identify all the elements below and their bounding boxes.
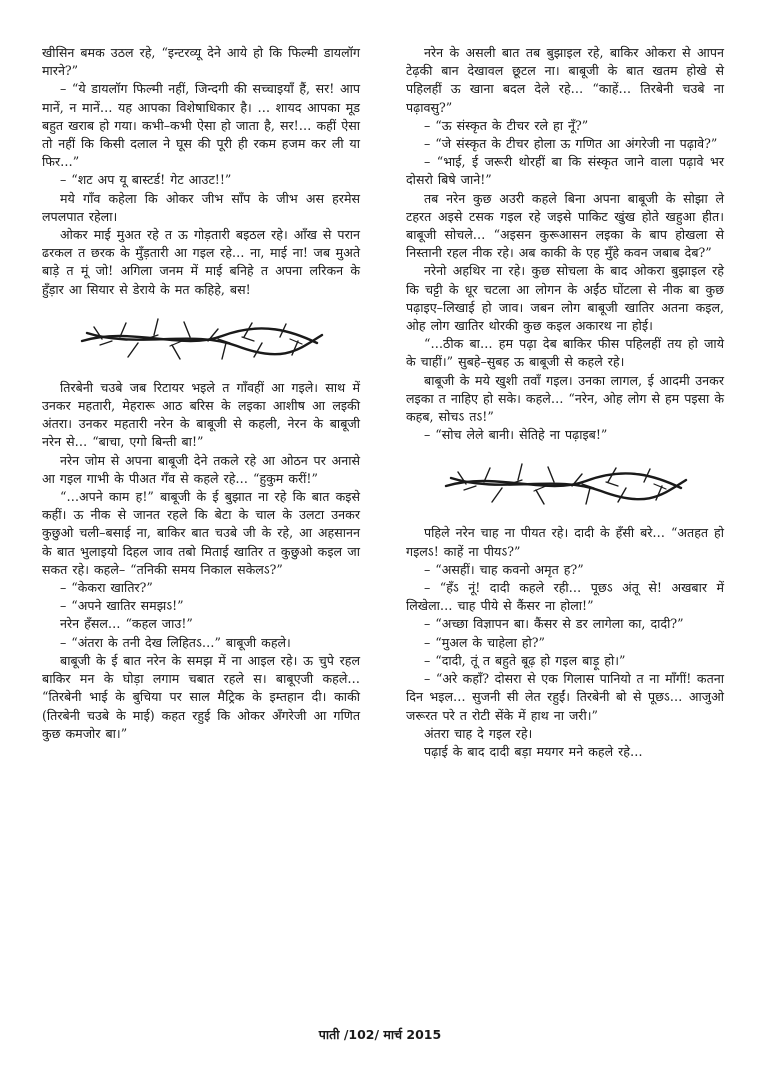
paragraph: – “मुअल के चाहेला हो?” [424, 634, 545, 650]
paragraph: नरेन जोम से अपना बाबूजी देने तकले रहे आ ओठन पर अनासे आ गइल गाभी के पीअत गँव से कहले रहे… “हुकुम करीं!” [42, 452, 360, 486]
paragraph: – “अंतरा के तनी देख लिहितऽ…” बाबूजी कहले। [60, 634, 291, 650]
paragraph: तब नरेन कुछ अउरी कहले बिना अपना बाबूजी के सोझा ले टहरत अइसे टसक गइल रहे जइसे पाकिट खुंख होते खहुआ हीत। बाबूजी सोचले… “अइसन कुरूआसन लइका के बाप होखला से निस्तानी रहल नीक रहे। अब काकी के एह मुँहे कवन जबाब देब?” [406, 190, 724, 261]
paragraph: – “सोच लेले बानी। सेतिहे ना पढ़ाइब!” [424, 427, 608, 443]
paragraph: तिरबेनी चउबे जब रिटायर भइले त गाँवहीं आ गइले। साथ में उनकर महतारी, मेहरारू आठ बरिस के लइका आशीष आ लइकी अंतरा। उनकर महतारी नरेन के बाबूजी से कहली, नेरन के बाबूजी नरेन से… “बाचा, एगो बिन्ती बा!” [42, 379, 360, 450]
paragraph: नरेन हँसल… “कहल जाउ!” [60, 616, 193, 632]
paragraph: – “असहीं। चाह कवनो अमृत ह?” [424, 561, 584, 577]
paragraph: बाबूजी के ई बात नरेन के समझ में ना आइल रहे। ऊ चुपे रहल बाकिर मन के घोड़ा लगाम चबात रहले स। बाबूएजी कहले… “तिरबेनी भाई के बुचिया पर साल मैट्रिक के इम्तहान दी। काकी (तिरबेनी चउबे के माई) कहत रहुई कि ओकर अँगरेजी आ गणित कुछ कमजोर बा।” [42, 652, 360, 741]
paragraph: नरेनो अहथिर ना रहे। कुछ सोचला के बाद ओकरा बुझाइल रहे कि चट्टी के धूर चटला आ लोगन के अईंठ घोंटला से नीक बा कुछ पढ़ाइए–लिखाई हो जाव। जबन लोग बाबूजी खातिर अतना कइल, ओह लोग खातिर थोरकी कुछ कइल अकारथ ना होई। [406, 263, 724, 334]
left-text-block-1 [42, 44, 360, 299]
paragraph: – “हँऽ नूं! दादी कहले रही… पूछऽ अंतू से! अखबार में लिखेला… चाह पीये से कैंसर ना होला!” [406, 580, 724, 614]
paragraph: पहिले नरेन चाह ना पीयत रहे। दादी के हँसी बरे… “अतहत हो गइलऽ! काहें ना पीयऽ?” [406, 525, 724, 559]
paragraph: ओकर माई मुअत रहे त ऊ गोड़तारी बइठल रहे। आँख से परान ढरकल त छरक के मुँड़तारी आ गइल रहे… ना, माई ना! जब मुअते बाड़े त मूं जो! अगिला जनम में माई बनिहे त अपना लरिकन के हुँड़ार आ सियार से डेराये के मत कहिहे, बस! [42, 227, 360, 297]
paragraph: – “दादी, तूं त बहुते बूढ़ हो गइल बाड़ू हो।” [424, 652, 626, 668]
right-text-block-2 [406, 524, 724, 761]
left-column [42, 44, 360, 743]
right-column [406, 44, 724, 761]
paragraph: नरेन के असली बात तब बुझाइल रहे, बाकिर ओकरा से आपन टेढ़की बान देखावल छूटल ना। बाबूजी के बात खतम होखे से पहिलहीं ऊ खाना बदल देले रहे… “काहें… तिरबेनी चउबे ना पढ़ावसु?” [406, 45, 724, 115]
paragraph: बाबूजी के मये खुशी तवाँ गइल। उनका लागल, ई आदमी उनकर लइका त नाहिए हो सके। कहले… “नरेन, ओह लोग से हम पइसा के कहब, सोचऽ तऽ!” [406, 372, 724, 425]
paragraph: – “अच्छा विज्ञापन बा। कैंसर से डर लागेला का, दादी?” [424, 616, 684, 632]
paragraph: पढ़ाई के बाद दादी बड़ा मयगर मने कहले रहे… [424, 743, 643, 759]
thorn-divider-icon [406, 446, 724, 516]
paragraph: “…अपने काम ह!” बाबूजी के ई बुझात ना रहे कि बात कइसे कहीं। ऊ नीक से जानत रहले कि बेटा के चाल के उलटा उनकर कुछुओ चली–बसाई ना, बाकिर बात चउबे जी के रहे, आ अहसानन के बात भुलाइयो दिहल जाव तबो मिताई खातिर त कुछुओ कइल जा सकत रहे। कहले– “तनिकी समय निकाल सकेलऽ?” [42, 489, 360, 577]
left-text-block-2 [42, 379, 360, 743]
paragraph: – “जे संस्कृत के टीचर होला ऊ गणित आ अंगरेजी ना पढ़ावे?” [424, 136, 718, 152]
paragraph: – “शट अप यू बास्टर्ड! गेट आउट!!” [60, 172, 232, 188]
paragraph: – “अरे कहाँ? दोसरा से एक गिलास पानियो त ना माँगीं! कतना दिन भइल… सुजनी सी लेत रहुईं। तिरबेनी बो से पूछऽ… आजुओ जरूरत परे त रोटी सेंके में हाथ ना जरी।” [406, 671, 724, 723]
page-footer: पाती /102/ मार्च 2015 [318, 1027, 442, 1042]
paragraph: – “ये डायलॉग फिल्मी नहीं, जिन्दगी की सच्चाइयाँ हैं, सर! आप मानें, न मानें… यह आपका विशेषाधिकार है। … शायद आपका मूड बहुत खराब हो गया। कभी–कभी ऐसा हो जाता है, सर!… कहीं ऐसा तो नहीं कि किसी दलाल ने घूस की पूरी ही रकम हजम कर ली या फिर…” [42, 81, 360, 170]
paragraph: – “अपने खातिर समझऽ!” [60, 598, 184, 614]
paragraph: – “भाई, ई जरूरी थोरहीं बा कि संस्कृत जाने वाला पढ़ावे भर दोसरो बिषे जाने!” [406, 154, 724, 188]
thorn-divider-icon [42, 301, 360, 371]
paragraph: – “ऊ संस्कृत के टीचर रले हा नूँ?” [424, 117, 589, 133]
paragraph: मये गाँव कहेला कि ओकर जीभ साँप के जीभ अस हरमेस लपलपात रहेला। [42, 190, 360, 224]
right-text-block-1 [406, 44, 724, 444]
paragraph: – “केकरा खातिर?” [60, 580, 153, 596]
paragraph: खीसिन बमक उठल रहे, “इन्टरव्यू देने आये हो कि फिल्मी डायलॉग मारने?” [42, 45, 360, 79]
paragraph: “…ठीक बा… हम पढ़ा देब बाकिर फीस पहिलहीं तय हो जाये के चाहीं।” सुबहे–सुबह ऊ बाबूजी से कहले रहे। [406, 336, 724, 370]
paragraph: अंतरा चाह दे गइल रहे। [424, 725, 533, 741]
